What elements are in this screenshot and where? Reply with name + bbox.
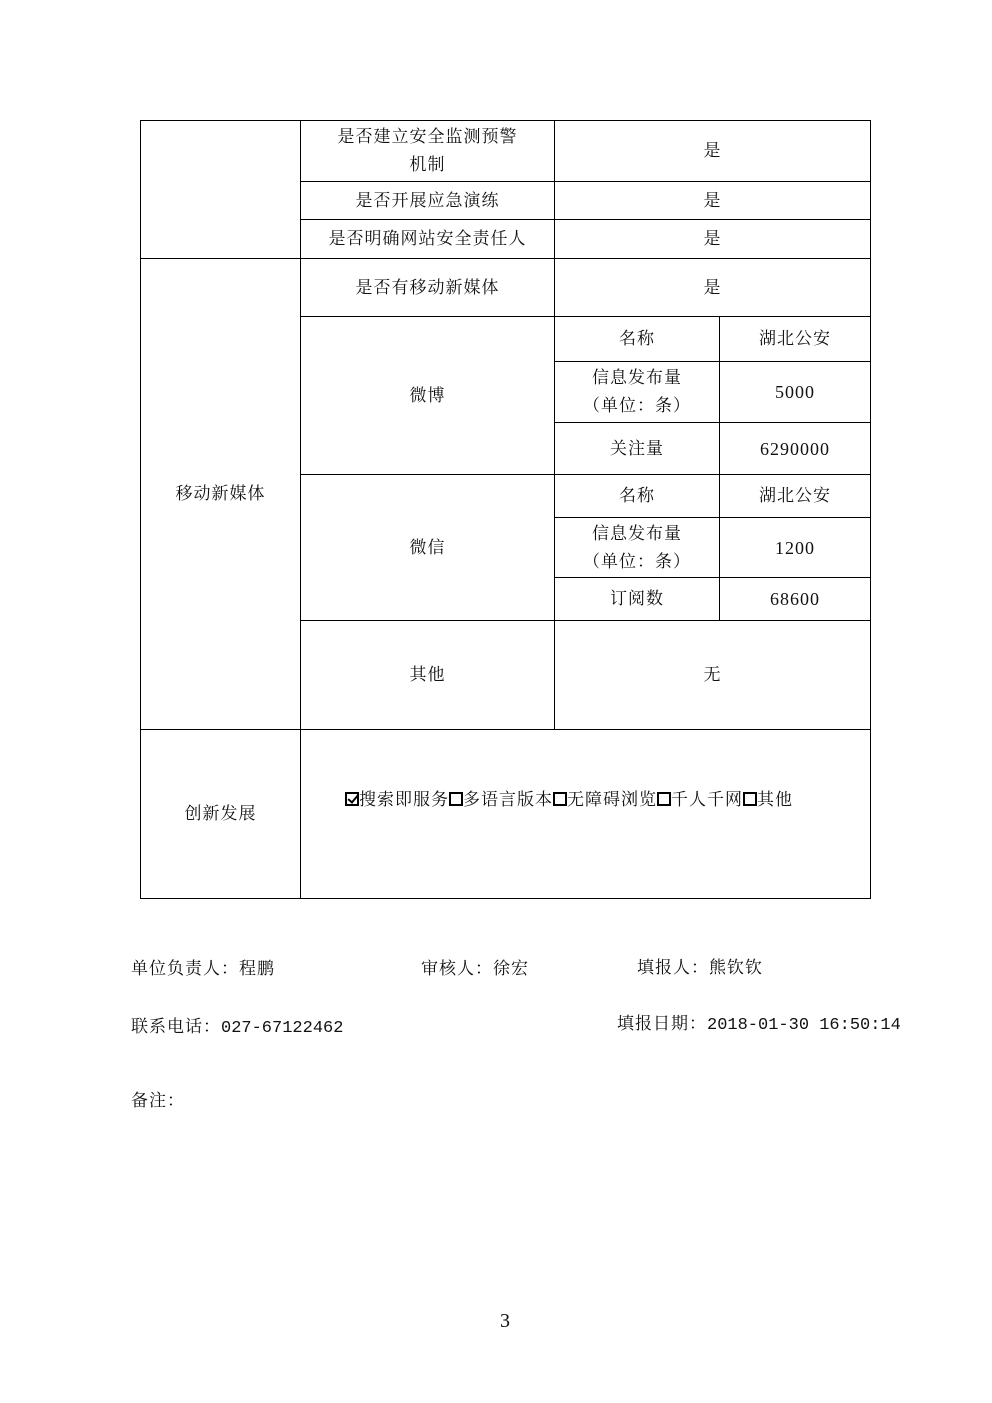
responsible-person: 单位负责人：程鹏 [131,959,275,979]
contact-phone: 联系电话：027-67122462 [131,1017,344,1038]
weibo-followers-value: 6290000 [720,423,871,475]
weibo-name-label: 名称 [555,317,720,362]
weibo-posts-value: 5000 [720,362,871,423]
option-checkbox-accessibility[interactable] [553,792,567,806]
option-label-accessibility: 无障碍浏览 [567,790,657,810]
wechat-name-value: 湖北公安 [720,475,871,518]
innovation-options [305,786,866,814]
option-label-personalized: 千人千网 [671,790,743,810]
weibo-label: 微博 [301,317,555,475]
page-number: 3 [500,1310,510,1332]
option-checkbox-other[interactable] [743,792,757,806]
other-media-label: 其他 [301,621,555,730]
report-table [140,120,871,899]
option-label-multilingual: 多语言版本 [463,790,553,810]
security-owner-label: 是否明确网站安全责任人 [301,220,555,259]
security-monitoring-value: 是 [555,121,871,182]
security-owner-value: 是 [555,220,871,259]
wechat-label: 微信 [301,475,555,621]
wechat-posts-value: 1200 [720,518,871,578]
emergency-drill-value: 是 [555,182,871,220]
remark-label: 备注： [131,1091,185,1111]
weibo-followers-label: 关注量 [555,423,720,475]
wechat-subscribers-value: 68600 [720,578,871,621]
filler: 填报人：熊钦钦 [637,958,763,978]
other-media-value: 无 [555,621,871,730]
innovation-options-cell [301,730,871,899]
option-label-search-service: 搜索即服务 [359,790,449,810]
wechat-name-label: 名称 [555,475,720,518]
wechat-subscribers-label: 订阅数 [555,578,720,621]
option-checkbox-personalized[interactable] [657,792,671,806]
option-checkbox-search-service[interactable] [345,792,359,806]
has-mobile-media-label: 是否有移动新媒体 [301,259,555,317]
emergency-drill-label: 是否开展应急演练 [301,182,555,220]
weibo-posts-label: 信息发布量 （单位：条） [555,362,720,423]
innovation-section-label: 创新发展 [141,730,301,899]
weibo-name-value: 湖北公安 [720,317,871,362]
security-section-cell [141,121,301,259]
option-label-other: 其他 [757,790,793,810]
reviewer: 审核人：徐宏 [421,959,529,979]
wechat-posts-label: 信息发布量 （单位：条） [555,518,720,578]
option-checkbox-multilingual[interactable] [449,792,463,806]
has-mobile-media-value: 是 [555,259,871,317]
fill-date: 填报日期：2018-01-30 16:50:14 [617,1014,901,1035]
mobile-media-section-label: 移动新媒体 [141,259,301,730]
security-monitoring-label: 是否建立安全监测预警 机制 [301,121,555,182]
